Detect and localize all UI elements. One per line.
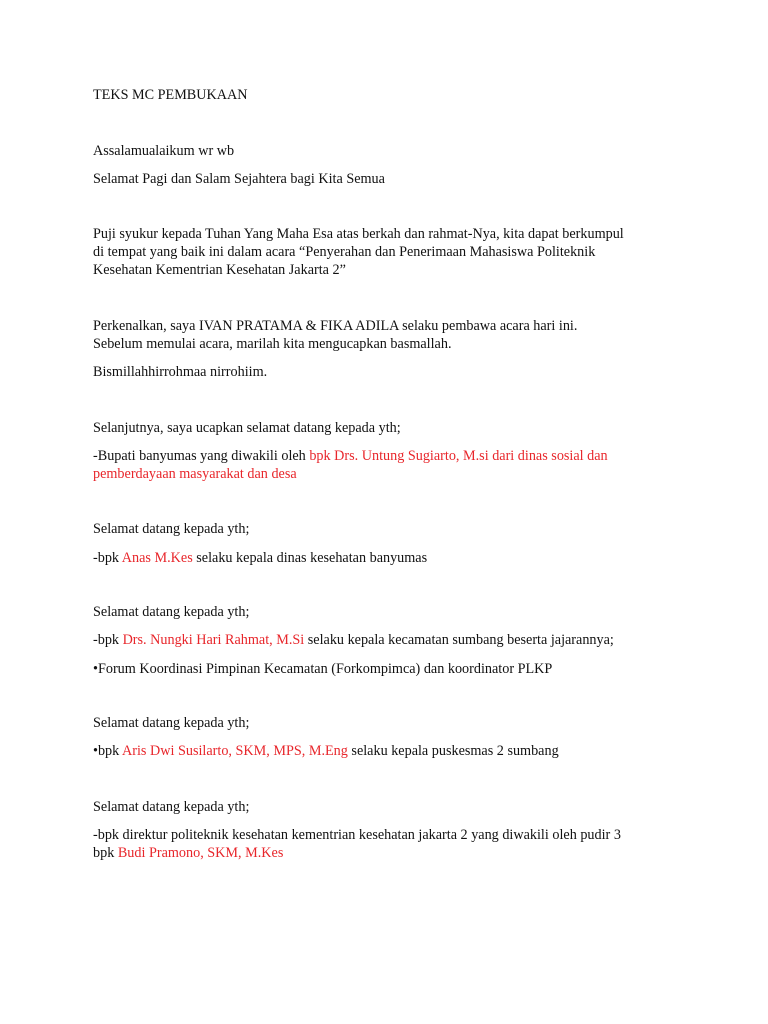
bismillah-paragraph: Bismillahhirrohmaa nirrohiim. — [93, 364, 268, 380]
introduction-line-1: Perkenalkan, saya IVAN PRATAMA & FIKA ADILA selaku pembawa acara hari ini. — [93, 318, 578, 334]
greeting-paragraph: Assalamualaikum wr wb — [93, 143, 235, 159]
bupati-line-2 — [93, 465, 608, 483]
aris-prefix: •bpk — [93, 743, 123, 759]
bupati-representative-agency: pemberdayaan masyarakat dan desa — [93, 466, 297, 482]
anas-suffix: selaku kepala dinas kesehatan banyumas — [192, 550, 428, 566]
introduction-line-2: Sebelum memulai acara, marilah kita mengucapkan basmallah. — [93, 336, 452, 352]
direktur-prefix: bpk — [93, 845, 118, 861]
aris-paragraph — [93, 742, 559, 760]
welcome-intro-paragraph: Selanjutnya, saya ucapkan selamat datang kepada yth; — [93, 420, 401, 436]
aris-name: Aris Dwi Susilarto, SKM, MPS, M.Eng — [122, 743, 348, 759]
nungki-paragraph — [93, 631, 614, 649]
welcome-label-2: Selamat datang kepada yth; — [93, 604, 250, 620]
nungki-prefix: -bpk — [93, 632, 123, 648]
nungki-name: Drs. Nungki Hari Rahmat, M.Si — [122, 632, 305, 648]
direktur-line-2 — [93, 844, 621, 862]
direktur-paragraph — [93, 826, 621, 862]
puji-line-2: di tempat yang baik ini dalam acara “Penyerahan dan Penerimaan Mahasiswa Politeknik — [93, 244, 596, 260]
anas-paragraph — [93, 549, 427, 567]
direktur-representative-name: Budi Pramono, SKM, M.Kes — [117, 845, 284, 861]
puji-syukur-paragraph — [93, 225, 624, 279]
puji-line-3: Kesehatan Kementrian Kesehatan Jakarta 2” — [93, 262, 346, 278]
nungki-suffix: selaku kepala kecamatan sumbang beserta jajarannya; — [304, 632, 614, 648]
welcome-label-4: Selamat datang kepada yth; — [93, 799, 250, 815]
document-title: TEKS MC PEMBUKAAN — [93, 87, 248, 103]
greeting-paragraph-2: Selamat Pagi dan Salam Sejahtera bagi Kita Semua — [93, 171, 385, 187]
bupati-paragraph — [93, 447, 608, 483]
welcome-label-1: Selamat datang kepada yth; — [93, 521, 250, 537]
introduction-paragraph — [93, 317, 577, 353]
anas-name: Anas M.Kes — [121, 550, 193, 566]
bupati-prefix: -Bupati banyumas yang diwakili oleh — [93, 448, 310, 464]
forum-paragraph: •Forum Koordinasi Pimpinan Kecamatan (Forkompimca) dan koordinator PLKP — [93, 661, 553, 677]
welcome-label-3: Selamat datang kepada yth; — [93, 715, 250, 731]
puji-line-1: Puji syukur kepada Tuhan Yang Maha Esa atas berkah dan rahmat-Nya, kita dapat berkumpul — [93, 226, 624, 242]
anas-prefix: -bpk — [93, 550, 122, 566]
bupati-representative-name: bpk Drs. Untung Sugiarto, M.si dari dinas sosial dan — [309, 448, 608, 464]
aris-suffix: selaku kepala puskesmas 2 sumbang — [347, 743, 559, 759]
direktur-line-1: -bpk direktur politeknik kesehatan kementrian kesehatan jakarta 2 yang diwakili oleh pudir 3 — [93, 827, 621, 843]
bupati-line-1 — [93, 447, 608, 465]
